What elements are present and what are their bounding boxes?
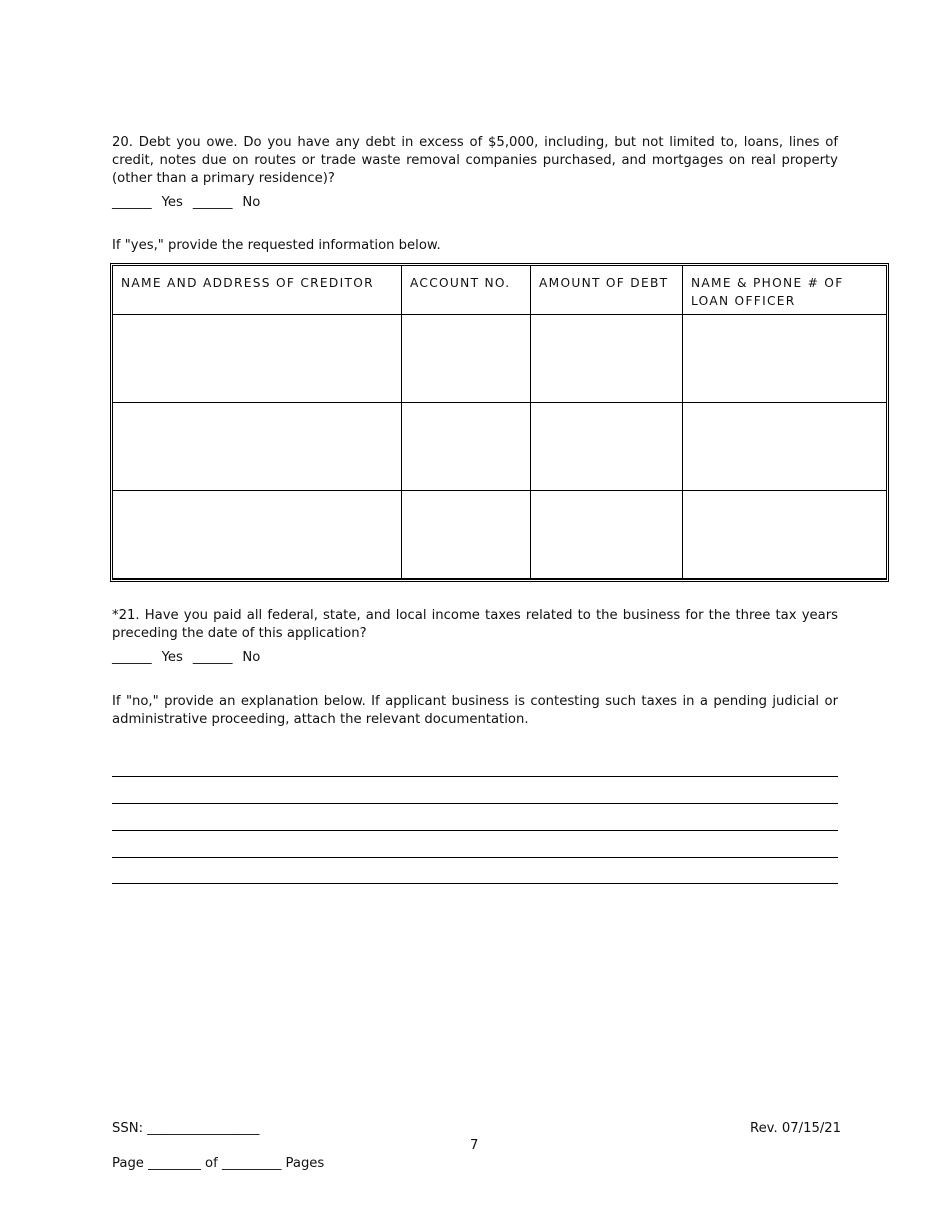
- ssn-field[interactable]: SSN: _________________: [112, 1121, 260, 1136]
- no-blank[interactable]: ______: [192, 650, 233, 665]
- yes-blank[interactable]: ______: [112, 650, 152, 665]
- page-number: 7: [470, 1138, 479, 1153]
- explanation-line[interactable]: [112, 776, 838, 777]
- page-of-pages[interactable]: Page ________ of _________ Pages: [112, 1156, 325, 1171]
- question-21-instruction: If "no," provide an explanation below. If applicant business is contesting such taxes in a pending judicial or administrative proceeding, attach the relevant documentation.: [112, 694, 838, 727]
- table-cell[interactable]: [531, 315, 683, 403]
- revision-date: Rev. 07/15/21: [750, 1121, 842, 1136]
- header-creditor: NAME AND ADDRESS OF CREDITOR: [113, 266, 402, 315]
- yes-label: Yes: [161, 195, 183, 210]
- explanation-line[interactable]: [112, 830, 838, 831]
- debt-table: [110, 263, 889, 582]
- yes-label: Yes: [161, 650, 183, 665]
- header-amount-of-debt: AMOUNT OF DEBT: [531, 266, 683, 315]
- no-label: No: [242, 650, 261, 665]
- table-row: [113, 491, 886, 579]
- yes-blank[interactable]: ______: [112, 195, 152, 210]
- header-account-no: ACCOUNT NO.: [402, 266, 531, 315]
- explanation-line[interactable]: [112, 883, 838, 884]
- table-cell[interactable]: [113, 315, 402, 403]
- question-20-text: 20. Debt you owe. Do you have any debt in excess of $5,000, including, but not limited to, loans, lines of credit, notes due on routes or trade waste removal companies purchased, and mortgages on real property (other than a primary residence)?: [112, 135, 838, 186]
- table-row: [113, 403, 886, 491]
- table-cell[interactable]: [113, 403, 402, 491]
- no-label: No: [242, 195, 261, 210]
- question-21-answer: [112, 650, 270, 665]
- table-header-row: [113, 266, 886, 315]
- table-cell[interactable]: [113, 491, 402, 579]
- no-blank[interactable]: ______: [192, 195, 233, 210]
- question-20-instruction: If "yes," provide the requested information below.: [112, 238, 441, 253]
- header-loan-officer: NAME & PHONE # OF LOAN OFFICER: [683, 266, 886, 315]
- question-20-answer: [112, 195, 270, 210]
- explanation-line[interactable]: [112, 857, 838, 858]
- table-cell[interactable]: [531, 403, 683, 491]
- table-cell[interactable]: [683, 315, 886, 403]
- table-cell[interactable]: [402, 403, 531, 491]
- explanation-line[interactable]: [112, 803, 838, 804]
- table-cell[interactable]: [402, 491, 531, 579]
- table-cell[interactable]: [402, 315, 531, 403]
- table-row: [113, 315, 886, 403]
- table-cell[interactable]: [531, 491, 683, 579]
- question-21-text: *21. Have you paid all federal, state, and local income taxes related to the business for the three tax years preceding the date of this application?: [112, 608, 838, 641]
- table-cell[interactable]: [683, 491, 886, 579]
- table-cell[interactable]: [683, 403, 886, 491]
